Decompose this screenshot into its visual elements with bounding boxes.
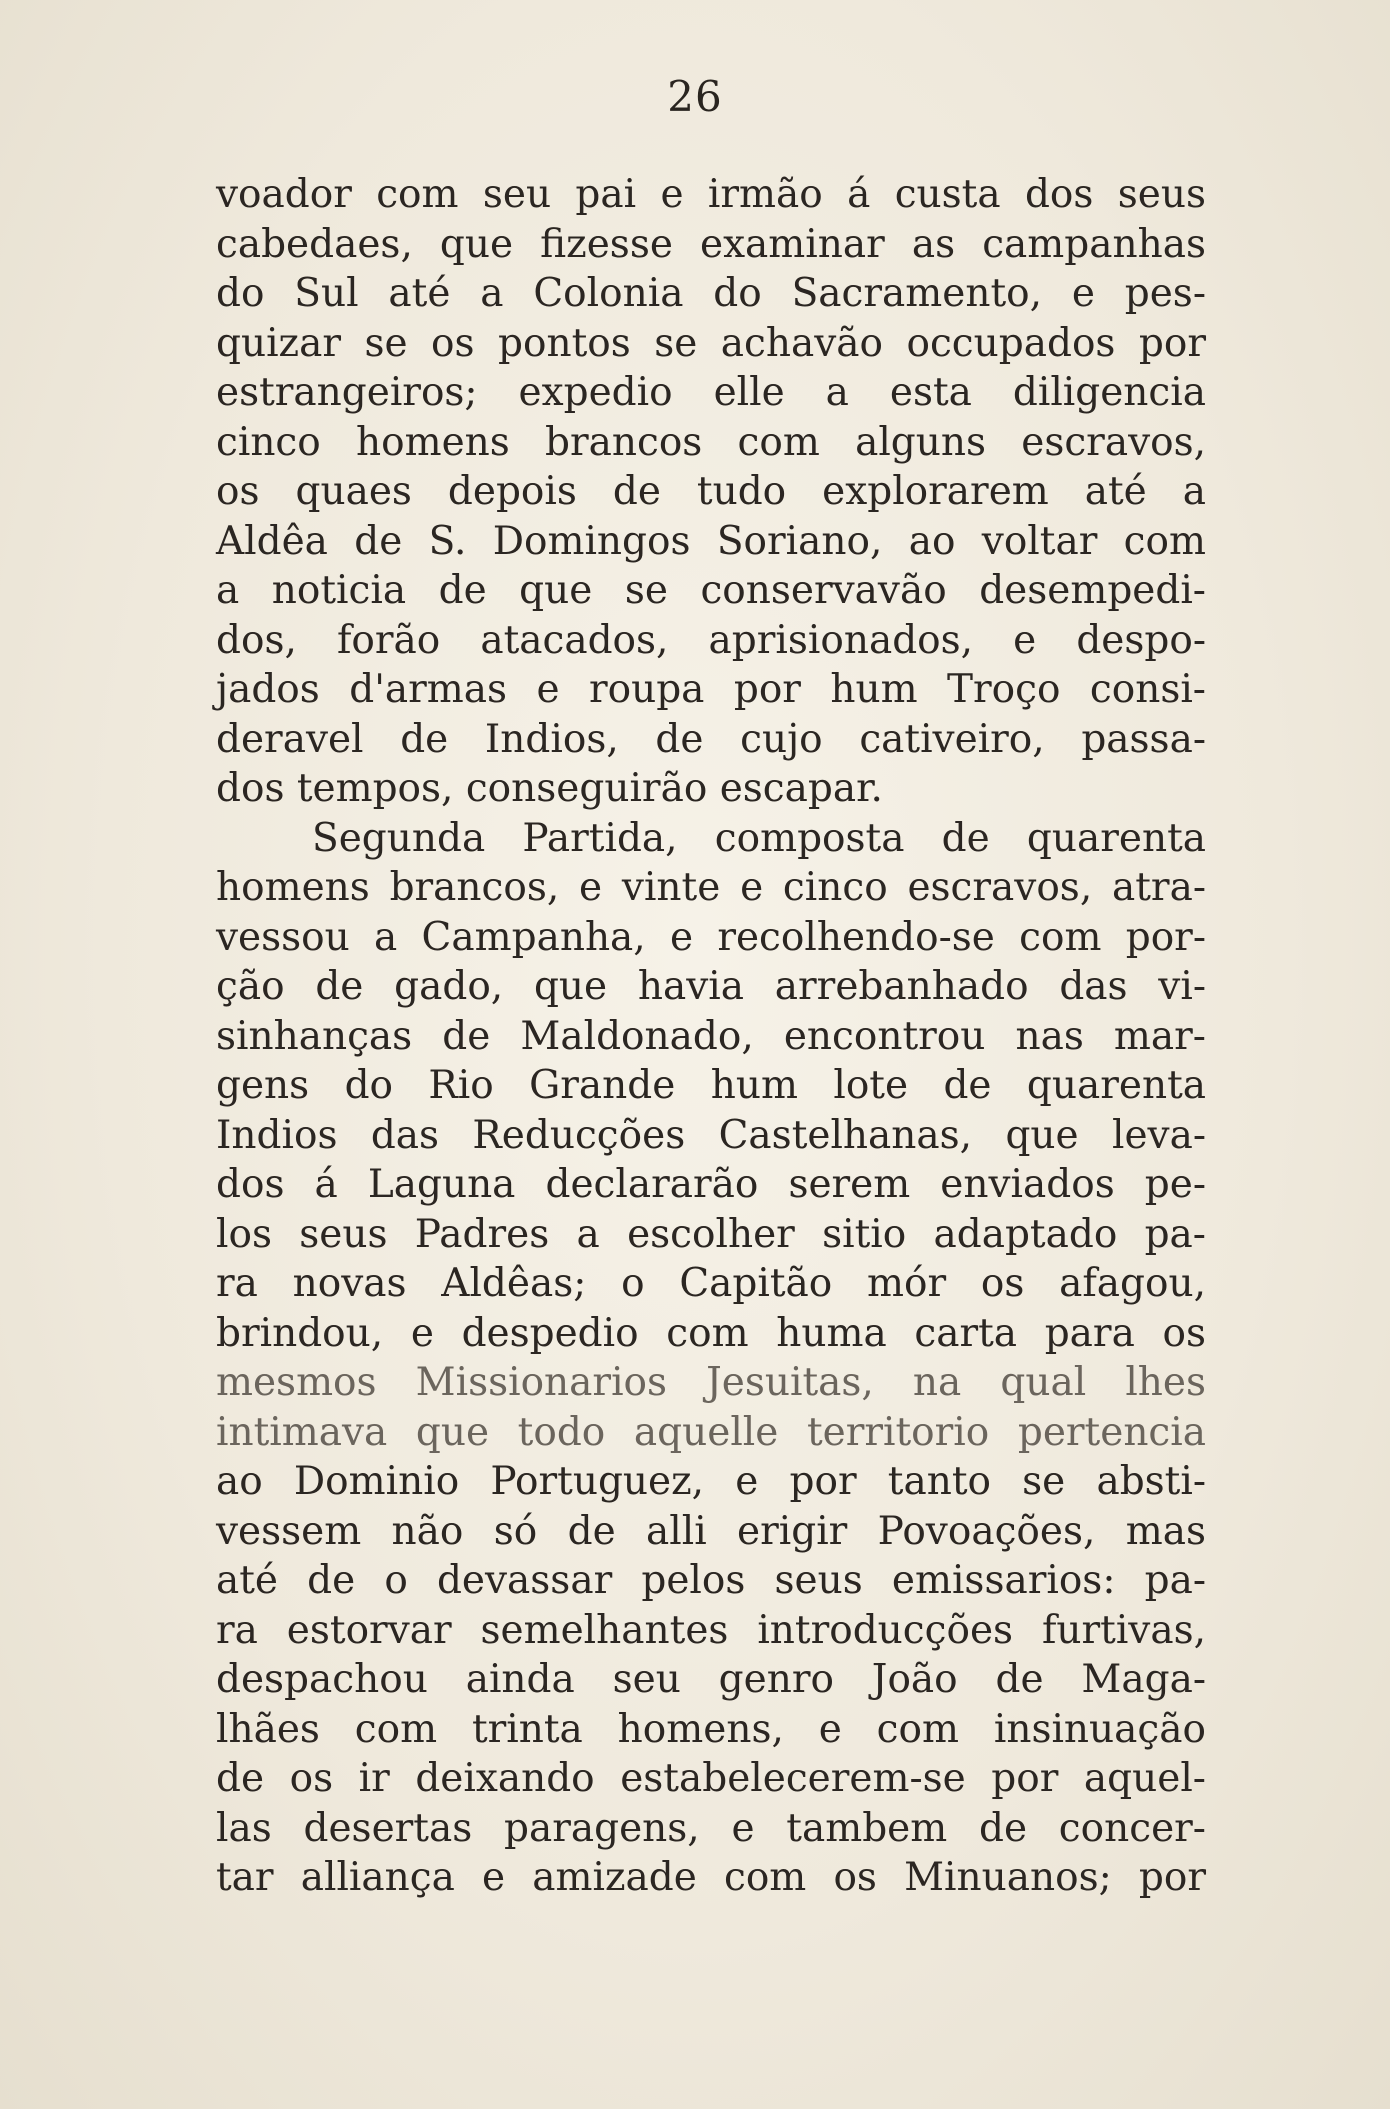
text-line: quizar se os pontos se achavão occupados por	[216, 320, 1206, 366]
text-line: ra estorvar semelhantes introducções furtivas,	[216, 1607, 1206, 1653]
text-line: jados d'armas e roupa por hum Troço consi-	[216, 667, 1206, 712]
text-line: até de o devassar pelos seus emissarios: pa-	[216, 1558, 1206, 1603]
text-line: sinhanças de Maldonado, encontrou nas mar-	[216, 1013, 1206, 1059]
text-line: ao Dominio Portuguez, e por tanto se absti-	[216, 1459, 1206, 1504]
text-line: intimava que todo aquelle territorio pertencia	[216, 1409, 1206, 1455]
text-line: gens do Rio Grande hum lote de quarenta	[216, 1063, 1206, 1108]
text-line: dos, forão atacados, aprisionados, e despo-	[216, 617, 1206, 663]
text-line: de os ir deixando estabelecerem-se por aquel-	[216, 1756, 1206, 1801]
text-line: ra novas Aldêas; o Capitão mór os afagou,	[216, 1261, 1206, 1306]
text-line: mesmos Missionarios Jesuitas, na qual lhes	[216, 1360, 1206, 1405]
text-line: Aldêa de S. Domingos Soriano, ao voltar com	[216, 518, 1206, 564]
text-line: las desertas paragens, e tambem de concer-	[216, 1805, 1206, 1851]
text-line: tar alliança e amizade com os Minuanos; por	[216, 1855, 1206, 1900]
text-line: lhães com trinta homens, e com insinuação	[216, 1706, 1206, 1752]
text-line: los seus Padres a escolher sitio adaptado pa-	[216, 1211, 1206, 1257]
body-text	[216, 170, 1206, 1903]
text-line: estrangeiros; expedio elle a esta diligencia	[216, 370, 1206, 415]
text-line: os quaes depois de tudo explorarem até a	[216, 469, 1206, 514]
text-line: voador com seu pai e irmão á custa dos seus	[216, 172, 1206, 217]
text-line: vessem não só de alli erigir Povoações, mas	[216, 1508, 1206, 1554]
text-line: vessou a Campanha, e recolhendo-se com por-	[216, 914, 1206, 960]
text-line: brindou, e despedio com huma carta para os	[216, 1310, 1206, 1356]
text-line: ção de gado, que havia arrebanhado das vi-	[216, 964, 1206, 1009]
text-line: cinco homens brancos com alguns escravos,	[216, 419, 1206, 465]
text-line: homens brancos, e vinte e cinco escravos, atra-	[216, 865, 1206, 910]
page-number: 26	[667, 72, 723, 121]
text-line: cabedaes, que fizesse examinar as campanhas	[216, 221, 1206, 267]
text-line: despachou ainda seu genro João de Maga-	[216, 1657, 1206, 1702]
paragraph-end-line: dos tempos, conseguirão escapar.	[216, 766, 883, 811]
text-line: deravel de Indios, de cujo cativeiro, passa-	[216, 716, 1206, 762]
text-line: do Sul até a Colonia do Sacramento, e pes-	[216, 271, 1206, 316]
text-line: a noticia de que se conservavão desempedi-	[216, 568, 1206, 613]
text-line: dos á Laguna declararão serem enviados pe-	[216, 1162, 1206, 1207]
text-line: Indios das Reducções Castelhanas, que leva-	[216, 1112, 1206, 1158]
paragraph-start-line: Segunda Partida, composta de quarenta	[312, 815, 1206, 861]
